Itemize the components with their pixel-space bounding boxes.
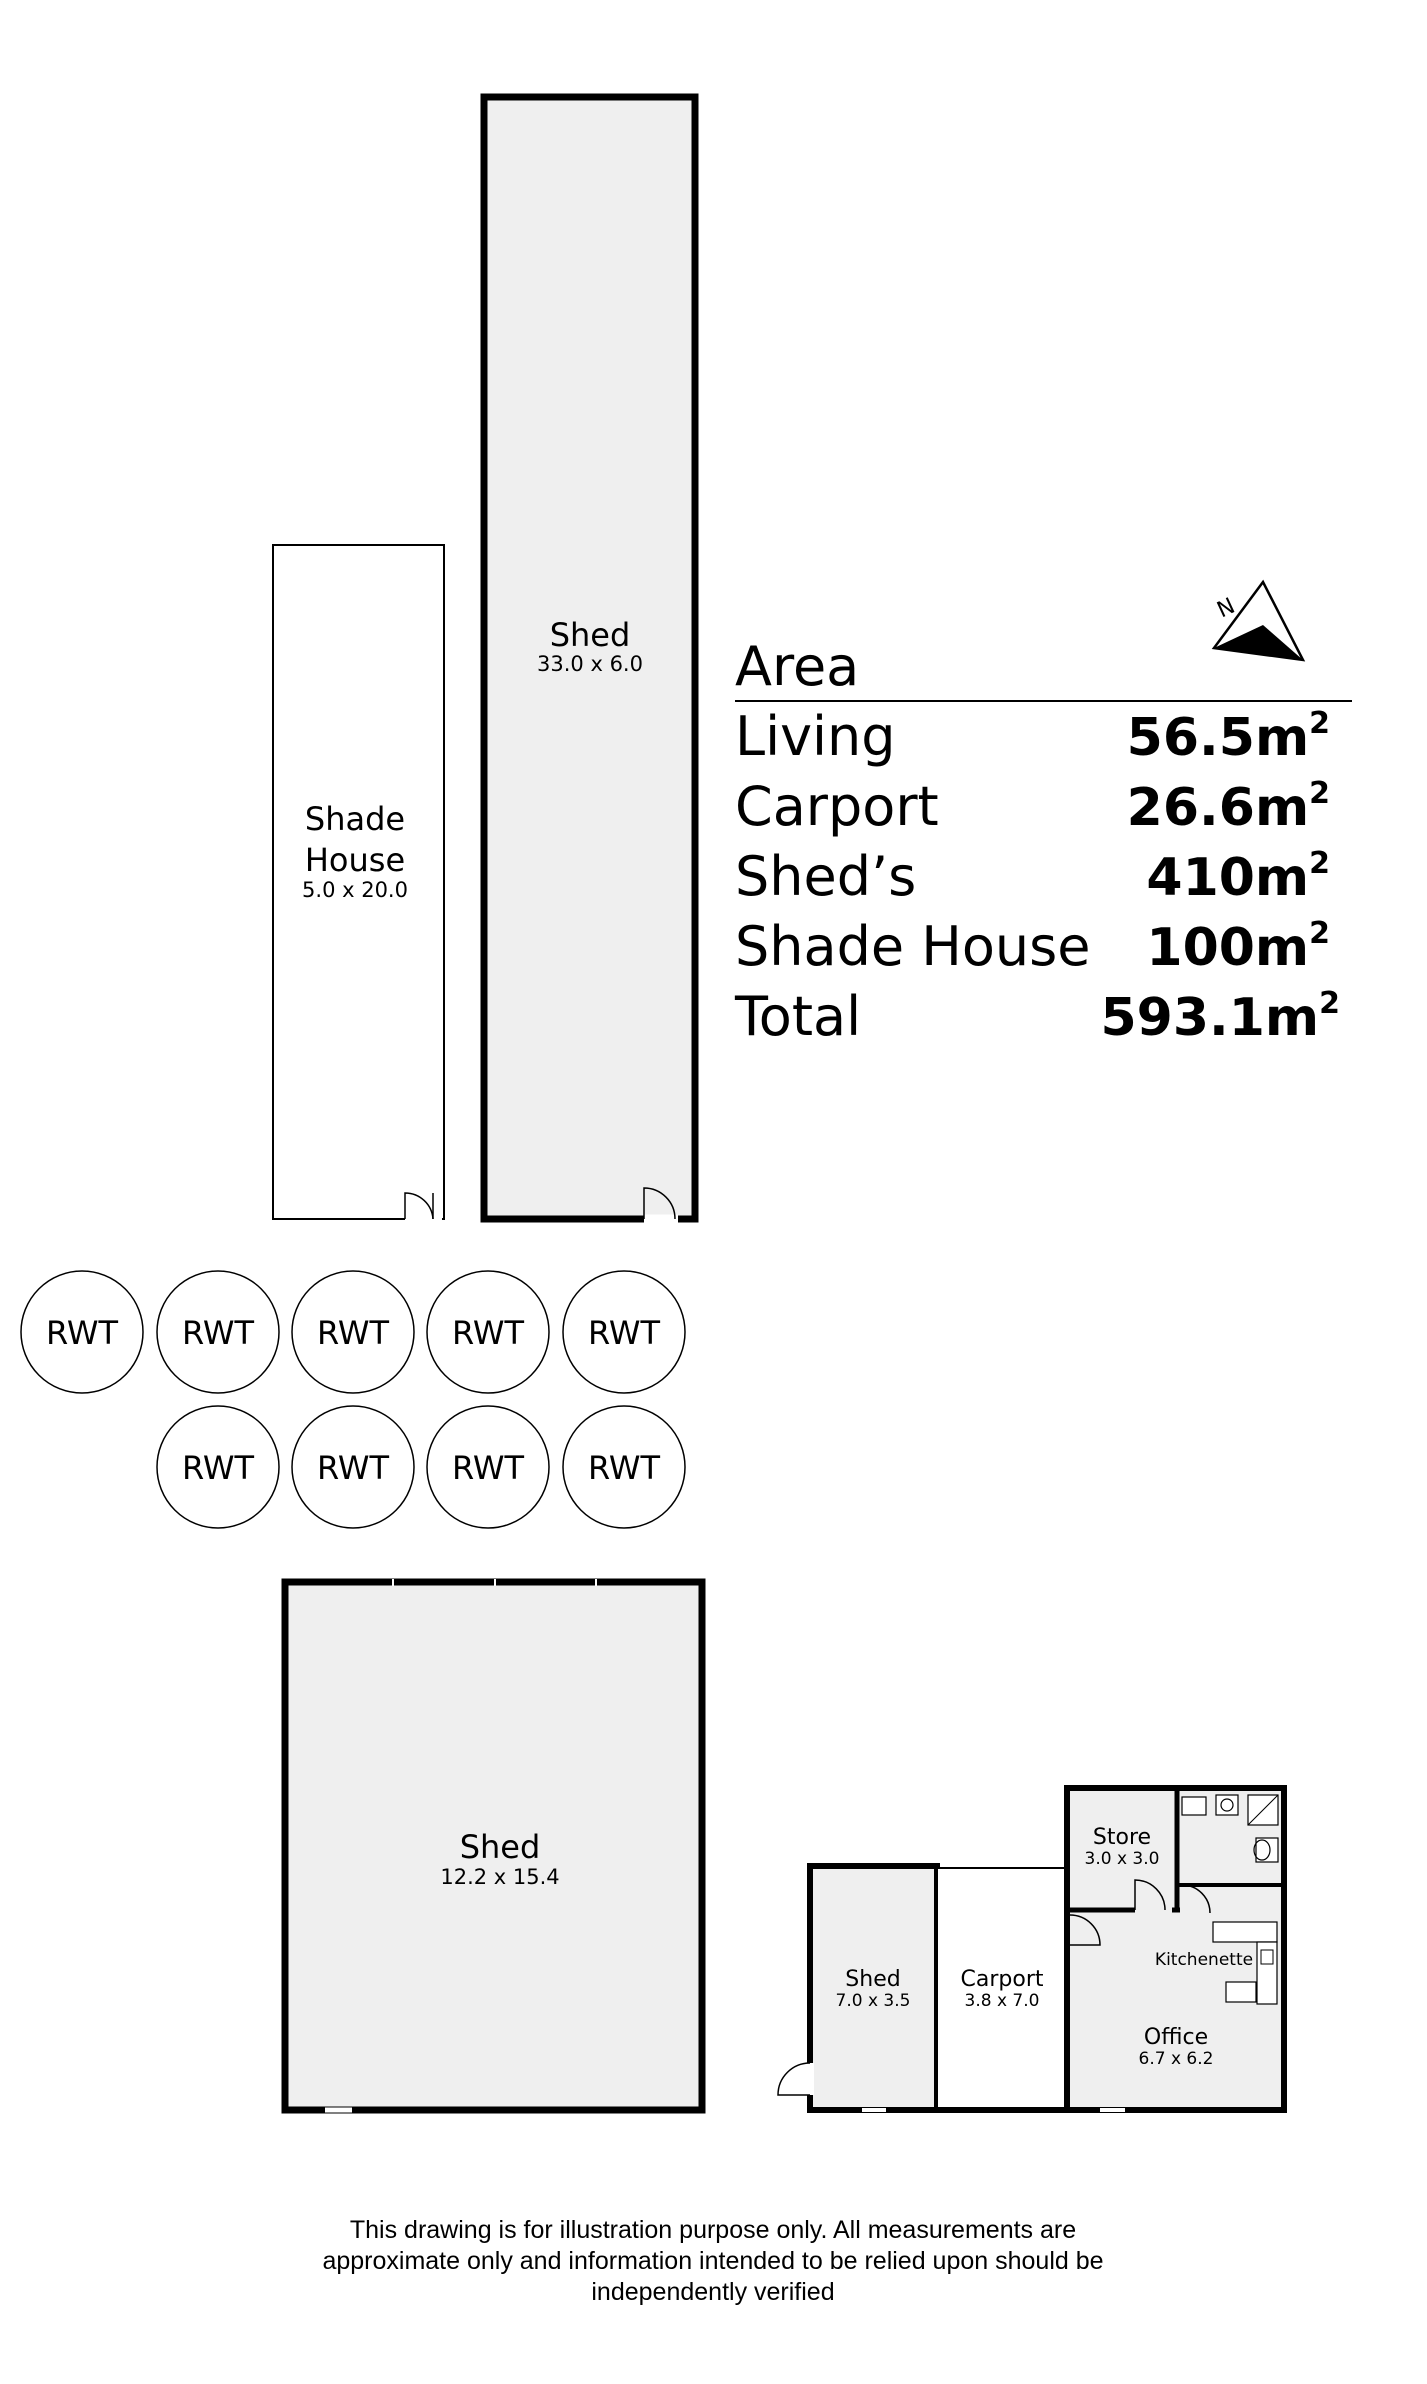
area-label: Total (735, 985, 862, 1048)
tank-2 (157, 1271, 279, 1393)
tank-1 (21, 1271, 143, 1393)
shed-small-dims: 7.0 x 3.5 (835, 1991, 911, 2011)
svg-text:RWT: RWT (451, 1314, 525, 1352)
tank-3 (292, 1271, 414, 1393)
shed-large (285, 1579, 702, 2110)
shade-house (273, 545, 444, 1219)
compass-label: N (1213, 593, 1239, 624)
building-block (778, 1788, 1284, 2110)
shed-long (484, 97, 695, 1219)
tank-7 (292, 1406, 414, 1528)
area-value: $100m^2$ (1146, 916, 1330, 978)
shed-large-name: Shed (459, 1828, 541, 1866)
shed-large-dims: 12.2 x 15.4 (440, 1865, 560, 1889)
shed-small-name: Shed (845, 1967, 901, 1992)
area-value: $26.6m^2$ (1126, 776, 1330, 838)
tank-8 (427, 1406, 549, 1528)
area-heading: Area (735, 635, 860, 698)
area-label: Carport (735, 775, 939, 838)
area-value: $56.5m^2$ (1126, 706, 1330, 768)
svg-text:RWT: RWT (316, 1314, 390, 1352)
store-name: Store (1092, 1825, 1152, 1850)
svg-text:RWT: RWT (181, 1314, 255, 1352)
area-label: Living (735, 705, 896, 768)
shade-house-name-line2: House (304, 841, 406, 879)
carport-name: Carport (960, 1967, 1044, 1992)
carport-dims: 3.8 x 7.0 (964, 1991, 1040, 2011)
shade-house-name-line1: Shade (304, 800, 406, 838)
disclaimer-line: approximate only and information intended to be relied upon should be (322, 2247, 1104, 2275)
shed-long-name: Shed (549, 616, 631, 654)
tank-4 (427, 1271, 549, 1393)
shed-long-dims: 33.0 x 6.0 (537, 652, 643, 676)
tank-9 (563, 1406, 685, 1528)
tank-5 (563, 1271, 685, 1393)
disclaimer (213, 2215, 1213, 2308)
area-row-shade-house (735, 915, 1330, 978)
office-name: Office (1143, 2025, 1209, 2050)
area-label: Shade House (735, 915, 1091, 978)
kitchenette-name: Kitchenette (1154, 1950, 1254, 1970)
area-row-sheds (735, 845, 1330, 908)
area-row-carport (735, 775, 1330, 838)
area-value: $593.1m^2$ (1100, 986, 1340, 1048)
area-label: Shed’s (735, 845, 917, 908)
area-table (734, 635, 1352, 1048)
office-dims: 6.7 x 6.2 (1138, 2049, 1214, 2069)
tank-6 (157, 1406, 279, 1528)
store-dims: 3.0 x 3.0 (1084, 1849, 1160, 1869)
rain-water-tanks (21, 1271, 685, 1528)
svg-text:RWT: RWT (316, 1449, 390, 1487)
area-value: $410m^2$ (1146, 846, 1330, 908)
svg-text:RWT: RWT (587, 1314, 661, 1352)
svg-text:RWT: RWT (451, 1449, 525, 1487)
shade-house-dims: 5.0 x 20.0 (302, 878, 408, 902)
north-arrow-icon (1213, 582, 1303, 660)
disclaimer-line: independently verified (591, 2278, 835, 2306)
svg-text:RWT: RWT (45, 1314, 119, 1352)
svg-text:RWT: RWT (181, 1449, 255, 1487)
area-row-total (734, 985, 1340, 1048)
svg-text:RWT: RWT (587, 1449, 661, 1487)
disclaimer-line: This drawing is for illustration purpose only. All measurements are (349, 2216, 1077, 2244)
area-row-living (735, 705, 1330, 768)
